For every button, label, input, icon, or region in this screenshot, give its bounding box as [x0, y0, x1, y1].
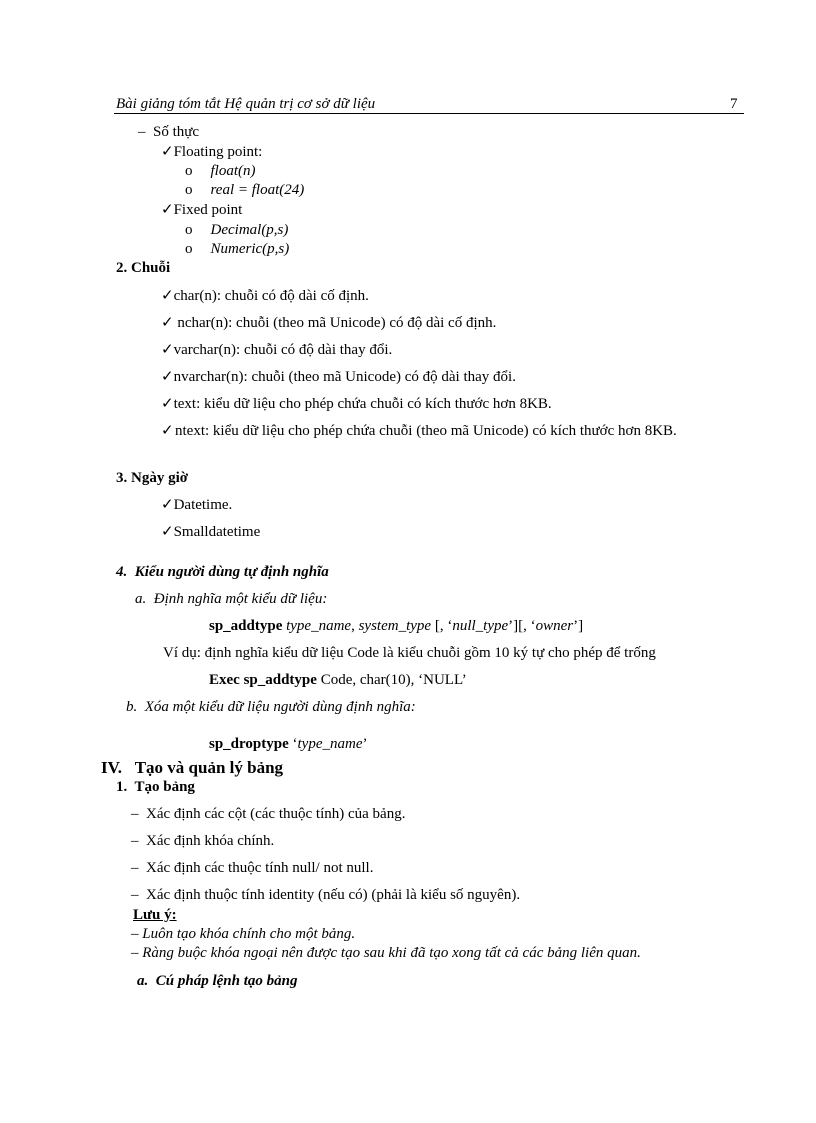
heading-chuoi: 2. Chuỗi: [116, 260, 171, 276]
note-item-khoa-ngoai: – Ràng buộc khóa ngoại nên được tạo sau khi đã tạo xong tất cả các bảng liên quan.: [131, 945, 641, 961]
check-icon: ✓: [161, 369, 174, 385]
subheading-dinh-nghia: a. Định nghĩa một kiểu dữ liệu:: [135, 591, 328, 607]
list-item-varchar: ✓varchar(n): chuỗi có độ dài thay đổi.: [161, 342, 393, 358]
list-item-datetime: ✓Datetime.: [161, 497, 233, 513]
check-icon: ✓: [161, 524, 174, 540]
check-icon: ✓: [161, 423, 174, 439]
circle-bullet: o: [185, 163, 193, 179]
check-icon: ✓: [161, 202, 174, 218]
dash-bullet: –: [131, 926, 139, 942]
list-item-khoa-chinh: – Xác định khóa chính.: [131, 833, 275, 849]
dash-bullet: –: [131, 860, 139, 876]
list-item-so-thuc: – Số thực: [138, 124, 200, 140]
dash-bullet: –: [131, 833, 139, 849]
circle-bullet: o: [185, 241, 193, 257]
list-item-null: – Xác định các thuộc tính null/ not null.: [131, 860, 374, 876]
dash-bullet: –: [131, 887, 139, 903]
circle-bullet: o: [185, 182, 193, 198]
example-text: Ví dụ: định nghĩa kiểu dữ liệu Code là kiểu chuỗi gồm 10 ký tự cho phép để trống: [163, 645, 656, 661]
list-item-smalldatetime: ✓Smalldatetime: [161, 524, 261, 540]
list-item-real: o real = float(24): [185, 182, 305, 198]
check-icon: ✓: [161, 288, 174, 304]
check-icon: ✓: [161, 144, 174, 160]
heading-ngay-gio: 3. Ngày giờ: [116, 470, 189, 486]
check-icon: ✓: [161, 315, 174, 331]
list-item-numeric: o Numeric(p,s): [185, 241, 290, 257]
check-icon: ✓: [161, 342, 174, 358]
list-item-identity: – Xác định thuộc tính identity (nếu có) (phải là kiểu số nguyên).: [131, 887, 521, 903]
check-icon: ✓: [161, 497, 174, 513]
list-item-cot: – Xác định các cột (các thuộc tính) của bảng.: [131, 806, 406, 822]
note-label: Lưu ý:: [133, 907, 177, 923]
header-rule: [114, 113, 744, 114]
dash-bullet: –: [131, 806, 139, 822]
heading-kieu-nguoi-dung: 4. Kiểu người dùng tự định nghĩa: [116, 564, 329, 580]
exec-sp-addtype: Exec sp_addtype Code, char(10), ‘NULL’: [209, 672, 467, 688]
header-title: Bài giảng tóm tắt Hệ quản trị cơ sở dữ liệu: [116, 96, 376, 112]
circle-bullet: o: [185, 222, 193, 238]
dash-bullet: –: [138, 124, 146, 140]
list-item-text: ✓text: kiểu dữ liệu cho phép chứa chuỗi có kích thước hơn 8KB.: [161, 396, 552, 412]
list-item-fixed-point: ✓Fixed point: [161, 202, 243, 218]
list-item-nvarchar: ✓nvarchar(n): chuỗi (theo mã Unicode) có độ dài thay đổi.: [161, 369, 516, 385]
list-item-floating-point: ✓Floating point:: [161, 144, 263, 160]
page-number: 7: [730, 96, 738, 112]
dash-bullet: –: [131, 945, 139, 961]
list-item-decimal: o Decimal(p,s): [185, 222, 289, 238]
check-icon: ✓: [161, 396, 174, 412]
list-item-char: ✓char(n): chuỗi có độ dài cố định.: [161, 288, 369, 304]
subheading-xoa-kieu: b. Xóa một kiểu dữ liệu người dùng định nghĩa:: [126, 699, 416, 715]
subheading-cu-phap: a. Cú pháp lệnh tạo bảng: [137, 973, 298, 989]
list-item-ntext: ✓ ntext: kiểu dữ liệu cho phép chứa chuỗi (theo mã Unicode) có kích thước hơn 8KB.: [161, 423, 677, 439]
note-item-khoa-chinh: – Luôn tạo khóa chính cho một bảng.: [131, 926, 356, 942]
syntax-sp-droptype: sp_droptype ‘type_name’: [209, 736, 368, 752]
list-item-float-n: o float(n): [185, 163, 256, 179]
syntax-sp-addtype: sp_addtype type_name, system_type [, ‘null_type’][, ‘owner’]: [209, 618, 584, 634]
section-iv-heading: IV. Tạo và quản lý bảng: [101, 758, 284, 777]
heading-tao-bang: 1. Tạo bảng: [116, 779, 195, 795]
list-item-nchar: ✓ nchar(n): chuỗi (theo mã Unicode) có độ dài cố định.: [161, 315, 497, 331]
